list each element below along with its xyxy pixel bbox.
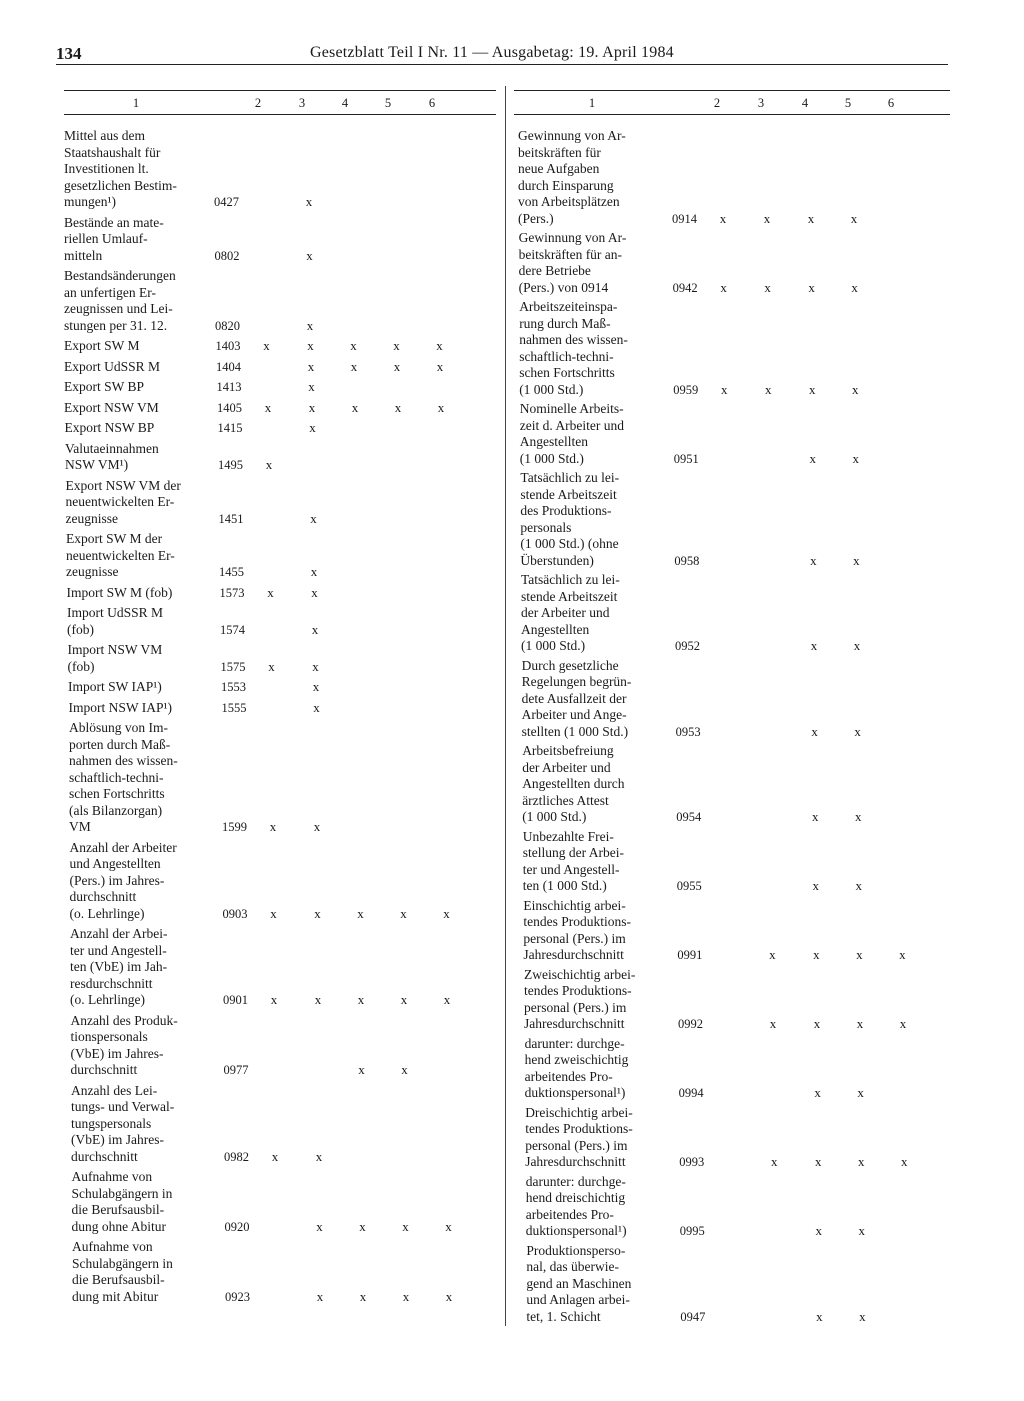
mark-column-4: x: [357, 992, 365, 1007]
mark-column-3: x: [312, 679, 320, 694]
mark-column-2: x: [269, 819, 277, 834]
row-code: 0427: [214, 195, 239, 209]
row-description: Anzahl der Arbeiter und Angestellten (Pers.) im Jahres- durchschnitt (o. Lehrlinge): [69, 839, 177, 921]
table-row: [514, 829, 950, 895]
mark-column-6: x: [443, 905, 450, 921]
mark-column-3: x: [309, 420, 316, 435]
row-code: 1574: [220, 622, 245, 637]
mark-column-4: x: [814, 1085, 821, 1100]
mark-column-3: x: [307, 358, 315, 374]
mark-column-5: x: [856, 947, 863, 962]
mark-column-2: x: [267, 584, 274, 600]
column-header-2: 2: [254, 96, 262, 110]
mark-column-3: x: [314, 992, 322, 1007]
mark-column-5: x: [858, 1223, 866, 1238]
left-table-rows: [64, 128, 496, 1309]
table-row: [514, 967, 950, 1033]
mark-column-5: x: [856, 1016, 864, 1031]
mark-column-2: x: [720, 279, 727, 295]
table-header-rule: [514, 114, 950, 115]
row-description: Bestandsänderungen an unfertigen Er- zeugnissen und Lei- stungen per 31. 12.: [64, 268, 176, 333]
mark-column-5: x: [394, 399, 402, 415]
mark-column-3: x: [764, 279, 771, 295]
mark-column-5: x: [857, 1154, 865, 1169]
row-code: 0947: [680, 1309, 706, 1324]
mark-column-4: x: [811, 723, 818, 739]
row-code: 0923: [225, 1289, 250, 1304]
mark-column-5: x: [851, 381, 859, 397]
column-header-4: 4: [341, 96, 349, 110]
mark-column-5: x: [401, 1062, 408, 1077]
row-code: 0952: [675, 639, 700, 653]
mark-column-2: x: [720, 381, 728, 397]
mark-column-6: x: [445, 1218, 452, 1234]
row-description: Import UdSSR M (fob): [67, 605, 164, 637]
mark-column-4: x: [351, 399, 359, 415]
table-row: [514, 230, 950, 296]
row-description: Tatsächlich zu lei- stende Arbeitszeit des Produktions- personals (1 000 Std.) (ohne Überstunden): [520, 470, 620, 568]
row-code: 0901: [223, 993, 248, 1007]
row-code: 1455: [219, 565, 244, 579]
mark-column-5: x: [402, 1218, 409, 1234]
mark-column-3: x: [763, 210, 771, 226]
table-row: [64, 585, 496, 602]
mark-column-5: x: [851, 279, 858, 295]
row-description: Export SW M: [64, 338, 140, 353]
column-header-1: 1: [588, 96, 596, 110]
row-code: 1451: [218, 511, 244, 526]
mark-column-3: x: [770, 1154, 778, 1169]
mark-column-4: x: [811, 809, 819, 824]
mark-column-2: x: [263, 338, 270, 353]
mark-column-3: x: [769, 1016, 777, 1031]
mark-column-4: x: [808, 279, 815, 295]
table-row: [64, 1239, 496, 1305]
mark-column-2: x: [270, 992, 278, 1007]
mark-column-4: x: [813, 1016, 821, 1031]
mark-column-2: x: [270, 905, 277, 921]
table-row: [64, 720, 496, 836]
mark-column-3: x: [316, 1218, 323, 1234]
mark-column-4: x: [359, 1218, 366, 1234]
mark-column-3: x: [310, 564, 318, 579]
mark-column-4: x: [814, 1154, 822, 1169]
row-code: 0977: [223, 1063, 249, 1077]
row-description: Import NSW VM (fob): [67, 642, 163, 674]
row-code: 1403: [215, 339, 241, 353]
mark-column-4: x: [815, 1223, 823, 1238]
mark-column-3: x: [769, 947, 776, 962]
mark-column-4: x: [810, 638, 818, 653]
mark-column-3: x: [316, 1288, 324, 1304]
row-description: Aufnahme von Schulabgängern in die Berufsausbil- dung ohne Abitur: [71, 1169, 173, 1234]
row-code: 1415: [217, 421, 243, 435]
column-header-5: 5: [384, 96, 392, 110]
table-row: [64, 679, 496, 696]
row-code: 1573: [219, 585, 245, 600]
row-code: 0955: [676, 879, 702, 893]
mark-column-3: x: [308, 399, 316, 415]
table-row: [514, 128, 950, 227]
row-code: 0959: [673, 382, 699, 397]
header-rule: [56, 64, 948, 65]
mark-column-4: x: [812, 878, 820, 893]
table-row: [64, 700, 496, 717]
row-code: 0958: [674, 553, 700, 568]
mark-column-5: x: [852, 450, 860, 466]
row-description: darunter: durchge- hend zweischichtig arbeitendes Pro- duktionspersonal¹): [524, 1035, 629, 1100]
mark-column-4: x: [357, 905, 364, 921]
page-title: Gesetzblatt Teil I Nr. 11 — Ausgabetag: 19. April 1984: [310, 44, 674, 61]
row-code: 0982: [224, 1149, 249, 1164]
row-code: 0993: [679, 1155, 705, 1169]
row-description: Anzahl des Lei- tungs- und Verwal- tungspersonals (VbE) im Jahres- durchschnitt: [71, 1082, 175, 1164]
row-code: 1555: [221, 700, 247, 715]
table-row: [64, 1013, 496, 1079]
row-code: 0992: [678, 1017, 703, 1031]
table-top-rule: [64, 90, 496, 91]
mark-column-2: x: [268, 658, 275, 674]
row-code: 0820: [215, 318, 240, 333]
mark-column-4: x: [813, 947, 820, 962]
row-description: Zweischichtig arbei- tendes Produktions- personal (Pers.) im Jahresdurchschnitt: [524, 966, 636, 1031]
mark-column-5: x: [400, 905, 407, 921]
mark-column-5: x: [400, 992, 408, 1007]
row-description: Export UdSSR M: [64, 358, 161, 374]
row-description: Arbeitsbefreiung der Arbeiter und Angestellten durch ärztliches Attest (1 000 Std.): [522, 743, 625, 824]
row-code: 1404: [216, 359, 241, 374]
row-code: 0954: [676, 810, 702, 824]
mark-column-5: x: [393, 338, 400, 353]
table-row: [514, 1243, 950, 1326]
mark-column-3: x: [313, 699, 320, 715]
row-description: Export NSW VM der neuentwickelten Er- zeugnisse: [65, 477, 181, 526]
column-header-4: 4: [801, 96, 809, 110]
table-row: [64, 441, 496, 474]
table-row: [514, 743, 950, 826]
table-row: [64, 215, 496, 265]
table-row: [64, 400, 496, 417]
table-row: [64, 338, 496, 355]
table-row: [514, 572, 950, 655]
mark-column-2: x: [719, 210, 727, 226]
row-code: 1599: [222, 820, 247, 834]
mark-column-5: x: [857, 1085, 864, 1100]
row-code: 0953: [675, 724, 701, 739]
mark-column-2: x: [265, 457, 273, 472]
mark-column-6: x: [443, 992, 451, 1007]
table-row: [514, 1036, 950, 1102]
mark-column-5: x: [853, 552, 860, 568]
table-row: [64, 128, 496, 211]
mark-column-3: x: [307, 338, 314, 353]
column-header-2: 2: [713, 96, 721, 110]
mark-column-2: x: [271, 1148, 279, 1164]
column-header-5: 5: [844, 96, 852, 110]
row-description: Aufnahme von Schulabgängern in die Berufsausbil- dung mit Abitur: [72, 1239, 173, 1304]
mark-column-3: x: [306, 247, 313, 263]
column-header-1: 1: [132, 96, 140, 110]
row-code: 0802: [214, 248, 240, 263]
mark-column-4: x: [358, 1062, 365, 1077]
row-description: Valutaeinnahmen NSW VM¹): [65, 440, 159, 472]
row-description: Produktionsperso- nal, das überwie- gend an Maschinen und Anlagen arbei- tet, 1. Schicht: [526, 1242, 632, 1324]
mark-column-2: x: [264, 399, 272, 415]
row-code: 0995: [679, 1224, 705, 1238]
mark-column-4: x: [807, 210, 815, 226]
table-row: [64, 478, 496, 528]
mark-column-4: x: [810, 552, 817, 568]
mark-column-3: x: [308, 379, 315, 394]
column-divider: [505, 86, 506, 1326]
row-description: Import SW IAP¹): [68, 679, 162, 694]
table-row: [514, 470, 950, 569]
mark-column-3: x: [312, 658, 319, 674]
row-description: Dreischichtig arbei- tendes Produktions- personal (Pers.) im Jahresdurchschnitt: [525, 1104, 633, 1169]
table-row: [64, 926, 496, 1009]
mark-column-3: x: [310, 510, 317, 526]
mark-column-3: x: [764, 381, 772, 397]
row-code: 1405: [217, 400, 242, 415]
table-row: [64, 268, 496, 334]
table-row: [514, 898, 950, 964]
mark-column-3: x: [313, 819, 321, 834]
mark-column-5: x: [855, 878, 863, 893]
row-description: Ablösung von Im- porten durch Maß- nahmen des wissen- schaftlich-techni- schen Fortschritts (als Bilanzorgan) VM: [69, 720, 178, 834]
mark-column-3: x: [305, 194, 313, 209]
row-description: Export SW BP: [64, 379, 145, 394]
row-description: Export NSW BP: [64, 420, 155, 435]
table-row: [514, 1174, 950, 1240]
table-row: [64, 1083, 496, 1166]
row-code: 0994: [678, 1086, 704, 1100]
mark-column-3: x: [315, 1148, 323, 1164]
row-description: Unbezahlte Frei- stellung der Arbei- ter und Angestell- ten (1 000 Std.): [522, 828, 625, 893]
table-row: [64, 420, 496, 437]
mark-column-3: x: [311, 584, 318, 600]
table-row: [64, 1169, 496, 1235]
right-table-rows: [514, 128, 950, 1328]
row-description: Tatsächlich zu lei- stende Arbeitszeit der Arbeiter und Angestellten (1 000 Std.): [521, 572, 620, 653]
mark-column-4: x: [808, 381, 816, 397]
mark-column-6: x: [899, 1016, 907, 1031]
row-description: Nominelle Arbeits- zeit d. Arbeiter und Angestellten (1 000 Std.): [519, 401, 625, 466]
column-header-6: 6: [887, 96, 895, 110]
mark-column-6: x: [436, 338, 443, 353]
mark-column-4: x: [809, 450, 817, 466]
mark-column-5: x: [853, 638, 861, 653]
mark-column-6: x: [445, 1288, 453, 1304]
mark-column-5: x: [393, 358, 401, 374]
column-header-3: 3: [757, 96, 765, 110]
row-description: Gewinnung von Ar- beitskräften für neue Aufgaben durch Einsparung von Arbeitsplätzen (Pers.): [518, 128, 626, 226]
mark-column-6: x: [899, 947, 906, 962]
row-code: 0991: [677, 948, 703, 962]
table-row: [64, 531, 496, 581]
mark-column-4: x: [359, 1288, 367, 1304]
table-row: [514, 299, 950, 398]
row-description: Import SW M (fob): [66, 584, 173, 600]
row-code: 1575: [220, 659, 246, 674]
mark-column-5: x: [859, 1308, 866, 1324]
table-row: [514, 1105, 950, 1171]
column-header-3: 3: [298, 96, 306, 110]
row-description: Export SW M der neuentwickelten Er- zeugnisse: [66, 531, 175, 579]
row-code: 1495: [218, 458, 243, 472]
row-description: Gewinnung von Ar- beitskräften für an- dere Betriebe (Pers.) von 0914: [518, 230, 627, 295]
mark-column-3: x: [306, 317, 314, 333]
table-row: [64, 379, 496, 396]
mark-column-5: x: [854, 809, 862, 824]
mark-column-5: x: [850, 210, 858, 226]
mark-column-6: x: [436, 358, 444, 374]
mark-column-3: x: [311, 621, 319, 637]
mark-column-5: x: [402, 1288, 410, 1304]
row-description: Anzahl der Arbei- ter und Angestell- ten (VbE) im Jah- resdurchschnitt (o. Lehrlinge): [70, 926, 168, 1007]
table-row: [64, 359, 496, 376]
row-description: Import NSW IAP¹): [68, 699, 173, 715]
table-row: [64, 642, 496, 675]
table-row: [514, 401, 950, 467]
column-header-6: 6: [428, 96, 436, 110]
table-row: [514, 658, 950, 741]
mark-column-4: x: [816, 1308, 823, 1324]
row-code: 1413: [216, 380, 242, 394]
row-code: 1553: [221, 680, 246, 694]
mark-column-3: x: [314, 905, 321, 921]
mark-column-6: x: [437, 399, 445, 415]
row-code: 0942: [672, 280, 698, 295]
row-description: Mittel aus dem Staatshaushalt für Investitionen lt. gesetzlichen Bestim- mungen¹): [64, 128, 177, 209]
row-description: Durch gesetzliche Regelungen begrün- dete Ausfallzeit der Arbeiter und Ange- stellten (1 000 Std.): [521, 657, 632, 739]
table-row: [64, 605, 496, 638]
row-code: 0914: [672, 211, 697, 226]
row-description: Bestände an mate- riellen Umlauf- mitteln: [64, 214, 164, 263]
table-top-rule: [514, 90, 950, 91]
mark-column-6: x: [900, 1154, 908, 1169]
row-description: Einschichtig arbei- tendes Produktions- personal (Pers.) im Jahresdurchschnitt: [523, 897, 632, 962]
page-number: 134: [56, 44, 82, 63]
mark-column-4: x: [350, 338, 357, 353]
mark-column-5: x: [854, 723, 861, 739]
table-header-rule: [64, 114, 496, 115]
row-code: 0951: [673, 451, 699, 466]
row-description: Export NSW VM: [64, 399, 159, 415]
row-description: Arbeitszeiteinspa- rung durch Maß- nahmen des wissen- schaftlich-techni- schen Fortschritts (1 000 Std.): [519, 299, 628, 397]
mark-column-4: x: [350, 358, 358, 374]
row-code: 0903: [222, 906, 248, 921]
row-code: 0920: [224, 1219, 250, 1234]
row-description: darunter: durchge- hend dreischichtig arbeitendes Pro- duktionspersonal¹): [525, 1173, 627, 1238]
row-description: Anzahl des Produk- tionspersonals (VbE) im Jahres- durchschnitt: [70, 1012, 178, 1077]
table-row: [64, 840, 496, 923]
